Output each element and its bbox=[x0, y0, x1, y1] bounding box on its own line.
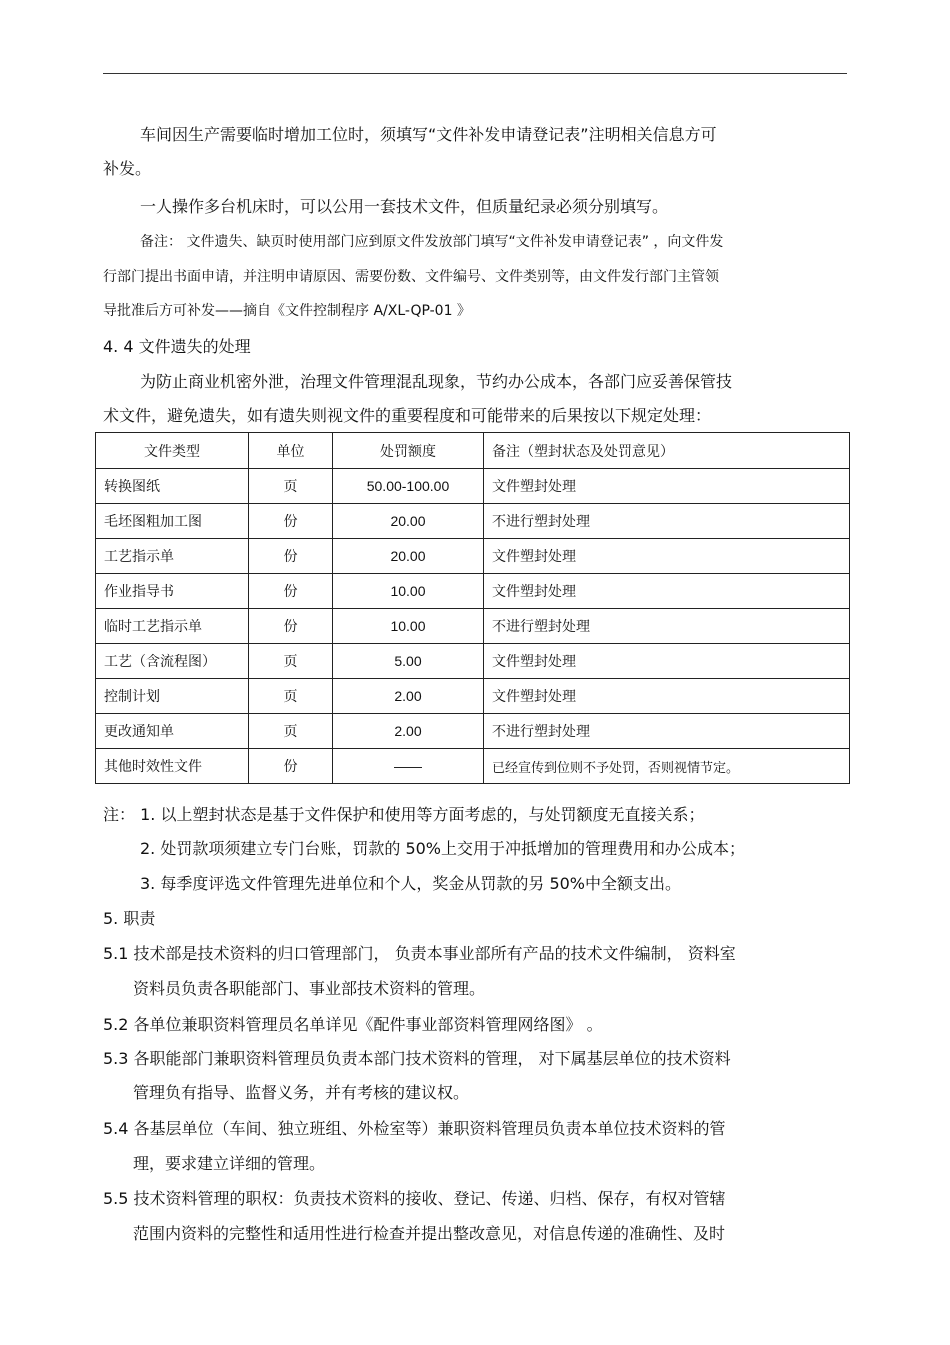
cell-note: 文件塑封处理 bbox=[484, 679, 850, 714]
cell-unit: 页 bbox=[249, 714, 333, 749]
cell-note: 已经宣传到位则不予处罚，否则视情节定。 bbox=[484, 749, 850, 784]
cell-unit: 份 bbox=[249, 749, 333, 784]
clause-line: 5.4 各基层单位（车间、独立班组、外检室等）兼职资料管理员负责本单位技术资料的管 bbox=[103, 1119, 726, 1138]
header-cell-note: 备注（塑封状态及处罚意见） bbox=[484, 433, 850, 469]
cell-amount: 20.00 bbox=[333, 504, 484, 539]
table-row bbox=[96, 469, 850, 504]
cell-unit: 页 bbox=[249, 679, 333, 714]
table-row bbox=[96, 504, 850, 539]
cell-type: 更改通知单 bbox=[96, 714, 249, 749]
cell-type: 作业指导书 bbox=[96, 574, 249, 609]
cell-amount: 10.00 bbox=[333, 609, 484, 644]
paragraph-line: 为防止商业机密外泄，治理文件管理混乱现象，节约办公成本，各部门应妥善保管技 bbox=[140, 372, 733, 391]
note-line: 3. 每季度评选文件管理先进单位和个人，奖金从罚款的另 50%中全额支出。 bbox=[140, 874, 682, 893]
table-row bbox=[96, 609, 850, 644]
header-rule bbox=[103, 73, 847, 74]
paragraph-line: 术文件，避免遗失，如有遗失则视文件的重要程度和可能带来的后果按以下规定处理： bbox=[103, 406, 712, 425]
remark-line: 导批准后方可补发——摘自《文件控制程序 A/XL-QP-01 》 bbox=[103, 303, 471, 319]
cell-type: 工艺（含流程图） bbox=[96, 644, 249, 679]
cell-note: 文件塑封处理 bbox=[484, 539, 850, 574]
cell-amount: 5.00 bbox=[333, 644, 484, 679]
section-heading: 4. 4 文件遗失的处理 bbox=[103, 337, 251, 356]
paragraph-line: 一人操作多台机床时，可以公用一套技术文件，但质量纪录必须分别填写。 bbox=[140, 197, 669, 216]
note-line: 注： 1. 以上塑封状态是基于文件保护和使用等方面考虑的，与处罚额度无直接关系； bbox=[103, 805, 705, 824]
cell-note: 不进行塑封处理 bbox=[484, 504, 850, 539]
header-cell-type: 文件类型 bbox=[96, 433, 249, 469]
header-cell-unit: 单位 bbox=[249, 433, 333, 469]
section-heading: 5. 职责 bbox=[103, 909, 156, 928]
cell-note: 文件塑封处理 bbox=[484, 574, 850, 609]
table-row bbox=[96, 714, 850, 749]
cell-unit: 份 bbox=[249, 609, 333, 644]
remark-line: 行部门提出书面申请，并注明申请原因、需要份数、文件编号、文件类别等，由文件发行部门主管领 bbox=[103, 269, 719, 285]
paragraph-line: 补发。 bbox=[103, 159, 152, 178]
table-row bbox=[96, 574, 850, 609]
cell-amount: 2.00 bbox=[333, 714, 484, 749]
cell-amount: 20.00 bbox=[333, 539, 484, 574]
table-row bbox=[96, 679, 850, 714]
cell-unit: 页 bbox=[249, 644, 333, 679]
cell-type: 控制计划 bbox=[96, 679, 249, 714]
cell-type: 临时工艺指示单 bbox=[96, 609, 249, 644]
cell-amount: 2.00 bbox=[333, 679, 484, 714]
table-row bbox=[96, 749, 850, 784]
table-header-row bbox=[96, 433, 850, 469]
penalty-table bbox=[95, 432, 850, 784]
remark-line: 备注： 文件遗失、缺页时使用部门应到原文件发放部门填写“文件补发申请登记表” ，向文件发 bbox=[140, 234, 724, 250]
cell-unit: 份 bbox=[249, 574, 333, 609]
clause-line: 理，要求建立详细的管理。 bbox=[133, 1154, 326, 1173]
cell-amount: 50.00-100.00 bbox=[333, 469, 484, 504]
clause-line: 5.3 各职能部门兼职资料管理员负责本部门技术资料的管理， 对下属基层单位的技术资料 bbox=[103, 1049, 731, 1068]
clause-line: 管理负有指导、监督义务，并有考核的建议权。 bbox=[133, 1083, 470, 1102]
cell-type: 转换图纸 bbox=[96, 469, 249, 504]
cell-note: 文件塑封处理 bbox=[484, 469, 850, 504]
table-row bbox=[96, 539, 850, 574]
header-cell-amount: 处罚额度 bbox=[333, 433, 484, 469]
cell-type: 其他时效性文件 bbox=[96, 749, 249, 784]
cell-type: 工艺指示单 bbox=[96, 539, 249, 574]
clause-line: 5.1 技术部是技术资料的归口管理部门， 负责本事业部所有产品的技术文件编制， 资料室 bbox=[103, 944, 736, 963]
clause-line: 5.2 各单位兼职资料管理员名单详见《配件事业部资料管理网络图》 。 bbox=[103, 1015, 603, 1034]
note-line: 2. 处罚款项须建立专门台账，罚款的 50%上交用于冲抵增加的管理费用和办公成本； bbox=[140, 839, 746, 858]
cell-unit: 份 bbox=[249, 504, 333, 539]
cell-note: 不进行塑封处理 bbox=[484, 714, 850, 749]
table-row bbox=[96, 644, 850, 679]
clause-line: 范围内资料的完整性和适用性进行检查并提出整改意见，对信息传递的准确性、及时 bbox=[133, 1224, 726, 1243]
cell-unit: 页 bbox=[249, 469, 333, 504]
cell-unit: 份 bbox=[249, 539, 333, 574]
clause-line: 资料员负责各职能部门、事业部技术资料的管理。 bbox=[133, 979, 486, 998]
cell-note: 文件塑封处理 bbox=[484, 644, 850, 679]
clause-line: 5.5 技术资料管理的职权：负责技术资料的接收、登记、传递、归档、保存，有权对管辖 bbox=[103, 1189, 726, 1208]
paragraph-line: 车间因生产需要临时增加工位时，须填写“文件补发申请登记表”注明相关信息方可 bbox=[140, 125, 717, 144]
cell-note: 不进行塑封处理 bbox=[484, 609, 850, 644]
cell-type: 毛坯图粗加工图 bbox=[96, 504, 249, 539]
cell-amount: —— bbox=[333, 749, 484, 784]
cell-amount: 10.00 bbox=[333, 574, 484, 609]
